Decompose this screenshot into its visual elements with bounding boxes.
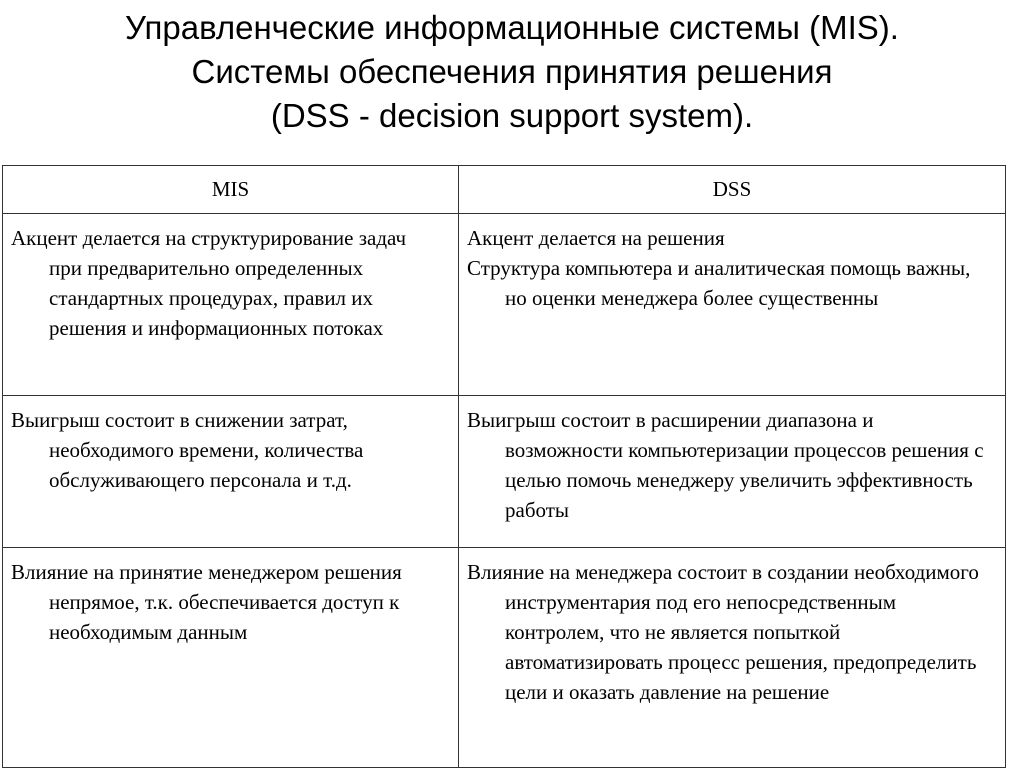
comparison-table xyxy=(2,165,1006,768)
table-row xyxy=(3,214,1006,396)
slide-title-line-3: (DSS - decision support system). xyxy=(270,97,754,134)
cell-mis xyxy=(3,214,459,396)
table-row xyxy=(3,396,1006,548)
slide-title xyxy=(0,6,1024,138)
cell-paragraph: Структура компьютера и аналитическая помощь важны, но оценки менеджера более существенны xyxy=(467,256,971,310)
cell-paragraph: Акцент делается на структурирование задач при предварительно определенных стандартных процедурах, правил их решения и информационных потоках xyxy=(11,226,407,340)
cell-paragraph: Выигрыш состоит в расширении диапазона и возможности компьютеризации процессов решения с целью помочь менеджеру увеличить эффективность работы xyxy=(467,408,984,522)
slide-title-line-1: Управленческие информационные системы (MIS). xyxy=(125,9,899,46)
cell-dss xyxy=(459,396,1006,548)
header-mis: MIS xyxy=(3,166,459,214)
cell-paragraph: Акцент делается на решения xyxy=(467,226,725,250)
cell-mis xyxy=(3,396,459,548)
cell-paragraph: Влияние на принятие менеджером решения непрямое, т.к. обеспечивается доступ к необходимым данным xyxy=(11,560,402,644)
cell-paragraph: Влияние на менеджера состоит в создании необходимого инструментария под его непосредственным контролем, что не является попыткой автоматизировать процесс решения, предопределить цели и оказать давление на решение xyxy=(467,560,979,704)
cell-paragraph: Выигрыш состоит в снижении затрат, необходимого времени, количества обслуживающего персонала и т.д. xyxy=(11,408,364,492)
cell-mis xyxy=(3,548,459,768)
slide-title-line-2: Системы обеспечения принятия решения xyxy=(191,53,833,90)
cell-dss xyxy=(459,214,1006,396)
table-row xyxy=(3,548,1006,768)
header-dss: DSS xyxy=(459,166,1006,214)
cell-dss xyxy=(459,548,1006,768)
table-header-row xyxy=(3,166,1006,214)
